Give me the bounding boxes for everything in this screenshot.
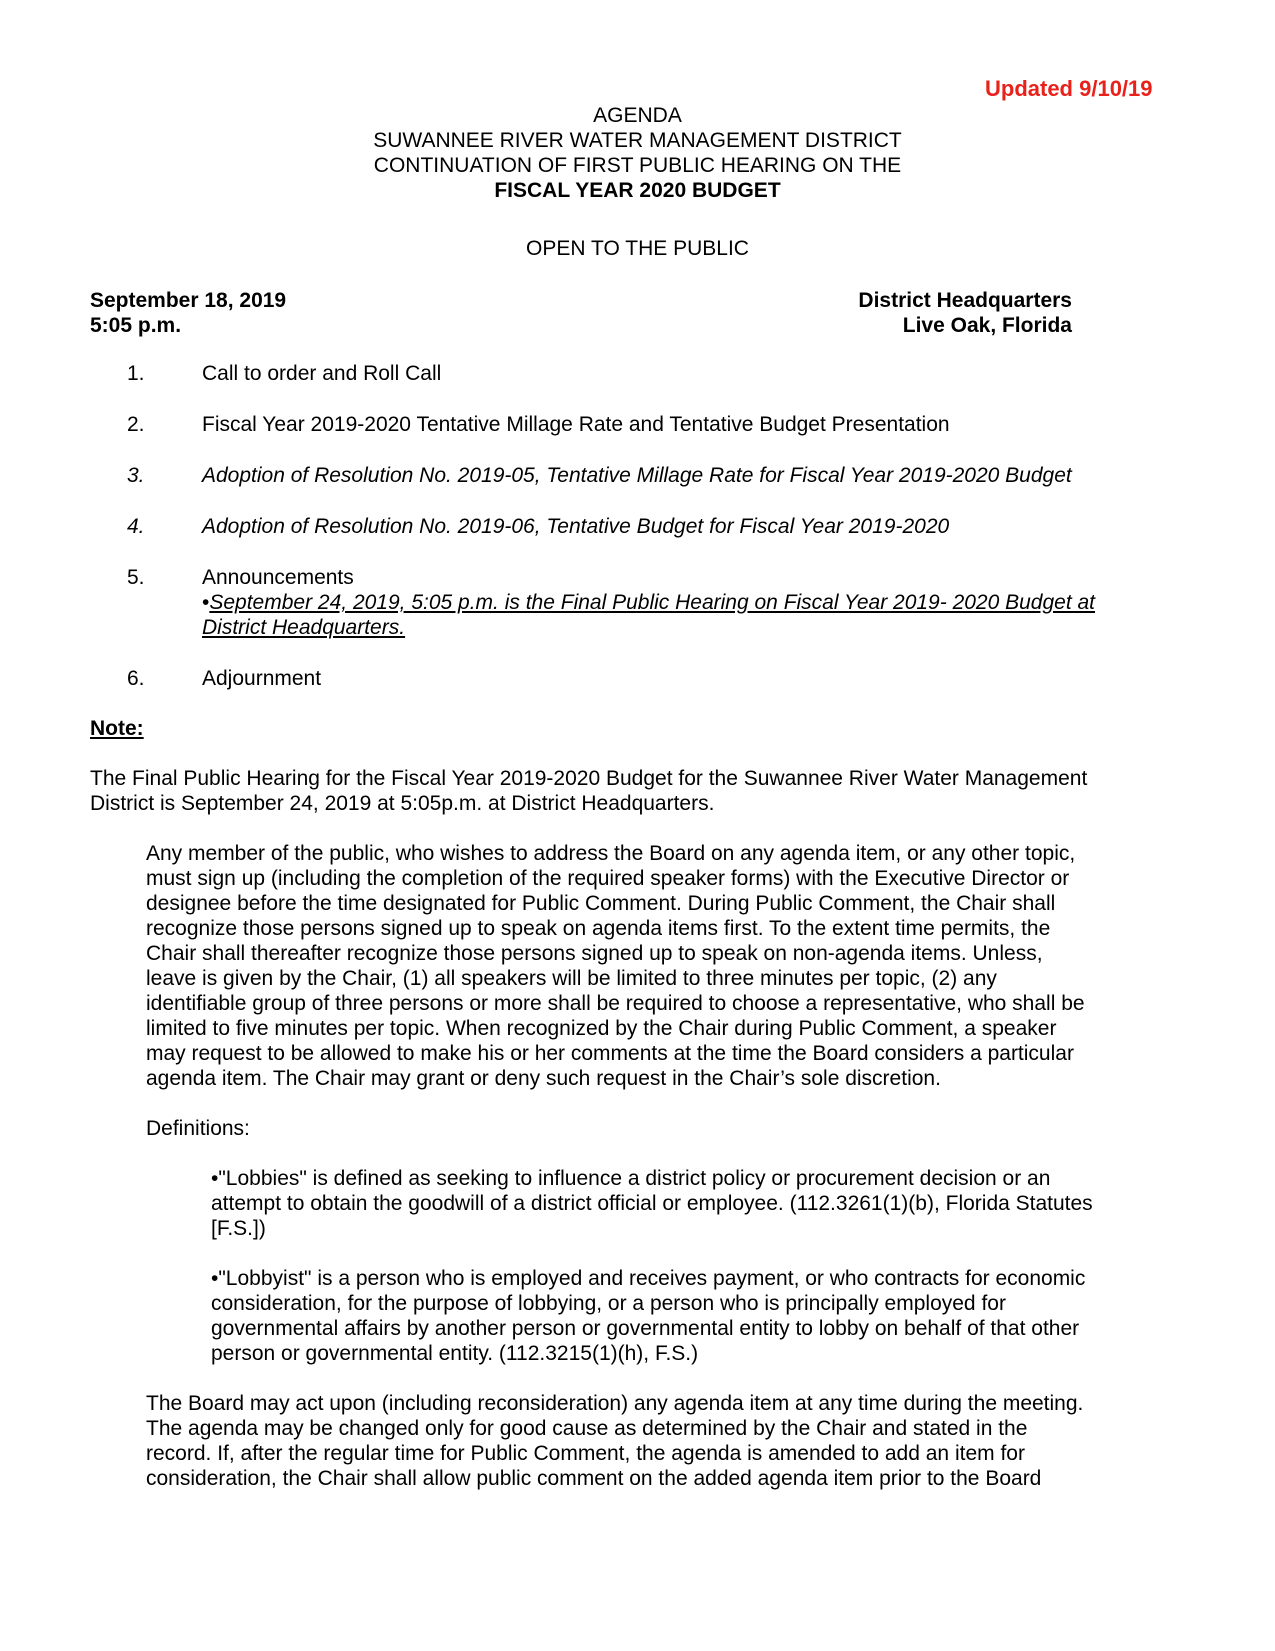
paragraph-line: The Board may act upon (including reconsideration) any agenda item at any time during the meeting. [146, 1392, 1084, 1415]
paragraph-line: attempt to obtain the goodwill of a district official or employee. (112.3261(1)(b), Florida Statutes [211, 1192, 1093, 1215]
meeting-location-city: Live Oak, Florida [902, 314, 1072, 337]
paragraph-line: may request to be allowed to make his or her comments at the time the Board considers a particular [146, 1042, 1074, 1065]
announcement-bullet: • [202, 591, 210, 614]
agenda-item-number: 4. [127, 515, 145, 538]
note-paragraph-board-actions [146, 1391, 1191, 1491]
paragraph-line: recognize those persons signed up to speak on agenda items first. To the extent time permits, the [146, 917, 1051, 940]
open-to-public-label: OPEN TO THE PUBLIC [526, 237, 749, 260]
note-heading: Note: [90, 717, 144, 740]
paragraph-line: consideration, for the purpose of lobbying, or a person who is principally employed for [211, 1292, 1006, 1315]
paragraph-line: [F.S.]) [211, 1217, 266, 1240]
meeting-location [700, 288, 1072, 338]
paragraph-line: identifiable group of three persons or more shall be required to choose a representative, who shall be [146, 992, 1085, 1015]
title-line-budget: FISCAL YEAR 2020 BUDGET [494, 179, 781, 202]
definition-lobbies [211, 1166, 1191, 1241]
document-title [0, 103, 1275, 203]
paragraph-line: Any member of the public, who wishes to address the Board on any agenda item, or any other topic, [146, 842, 1076, 865]
paragraph-line: leave is given by the Chair, (1) all speakers will be limited to three minutes per topic, (2) any [146, 967, 997, 990]
agenda-item-body [202, 565, 1202, 640]
agenda-item-5 [90, 565, 1190, 645]
meeting-datetime [90, 288, 286, 338]
meeting-time: 5:05 p.m. [90, 314, 182, 337]
note-paragraph-final-hearing [90, 766, 1200, 816]
title-line-hearing: CONTINUATION OF FIRST PUBLIC HEARING ON THE [373, 154, 902, 177]
paragraph-line: The Final Public Hearing for the Fiscal Year 2019-2020 Budget for the Suwannee River Water Management [90, 767, 1088, 790]
paragraph-line: record. If, after the regular time for Public Comment, the agenda is amended to add an item for [146, 1442, 1025, 1465]
agenda-item-text: Adjournment [202, 667, 322, 690]
agenda-item-number: 6. [127, 667, 145, 690]
agenda-item-number: 5. [127, 566, 145, 589]
paragraph-line: District is September 24, 2019 at 5:05p.m. at District Headquarters. [90, 792, 715, 815]
agenda-item-text: Adoption of Resolution No. 2019-06, Tentative Budget for Fiscal Year 2019-2020 [202, 515, 950, 538]
note-paragraph-public-comment [146, 841, 1191, 1091]
paragraph-line: •"Lobbyist" is a person who is employed and receives payment, or who contracts for economic [211, 1267, 1086, 1290]
agenda-item-text: Call to order and Roll Call [202, 362, 442, 385]
title-line-district: SUWANNEE RIVER WATER MANAGEMENT DISTRICT [373, 129, 902, 152]
paragraph-line: agenda item. The Chair may grant or deny such request in the Chair’s sole discretion. [146, 1067, 941, 1090]
announcement-line [202, 590, 1202, 615]
agenda-item-text: Adoption of Resolution No. 2019-05, Tentative Millage Rate for Fiscal Year 2019-2020 Budget [202, 464, 1072, 487]
announcement-text: September 24, 2019, 5:05 p.m. is the Final Public Hearing on Fiscal Year 2019- 2020 Budget at [209, 591, 1096, 614]
agenda-item-number: 2. [127, 413, 145, 436]
agenda-item-text: Announcements [202, 566, 354, 589]
updated-date-label: Updated 9/10/19 [985, 76, 1153, 101]
agenda-item-number: 1. [127, 362, 145, 385]
title-line-agenda: AGENDA [593, 104, 682, 127]
definitions-heading: Definitions: [146, 1117, 250, 1140]
paragraph-line: must sign up (including the completion of the required speaker forms) with the Executive Director or [146, 867, 1070, 890]
meeting-location-name: District Headquarters [858, 289, 1072, 312]
paragraph-line: person or governmental entity. (112.3215(1)(h), F.S.) [211, 1342, 699, 1365]
definition-lobbyist [211, 1266, 1191, 1366]
agenda-item-number: 3. [127, 464, 145, 487]
announcement-text-continued: District Headquarters. [202, 616, 406, 639]
paragraph-line: consideration, the Chair shall allow public comment on the added agenda item prior to the Board [146, 1467, 1042, 1490]
paragraph-line: designee before the time designated for Public Comment. During Public Comment, the Chair shall [146, 892, 1056, 915]
paragraph-line: limited to five minutes per topic. When recognized by the Chair during Public Comment, a speaker [146, 1017, 1057, 1040]
paragraph-line: •"Lobbies" is defined as seeking to influence a district policy or procurement decision or an [211, 1167, 1051, 1190]
paragraph-line: governmental affairs by another person or governmental entity to lobby on behalf of that other [211, 1317, 1080, 1340]
paragraph-line: The agenda may be changed only for good cause as determined by the Chair and stated in the [146, 1417, 1028, 1440]
meeting-date: September 18, 2019 [90, 289, 287, 312]
agenda-item-text: Fiscal Year 2019-2020 Tentative Millage Rate and Tentative Budget Presentation [202, 413, 950, 436]
paragraph-line: Chair shall thereafter recognize those persons signed up to speak on non-agenda items. Unless, [146, 942, 1043, 965]
